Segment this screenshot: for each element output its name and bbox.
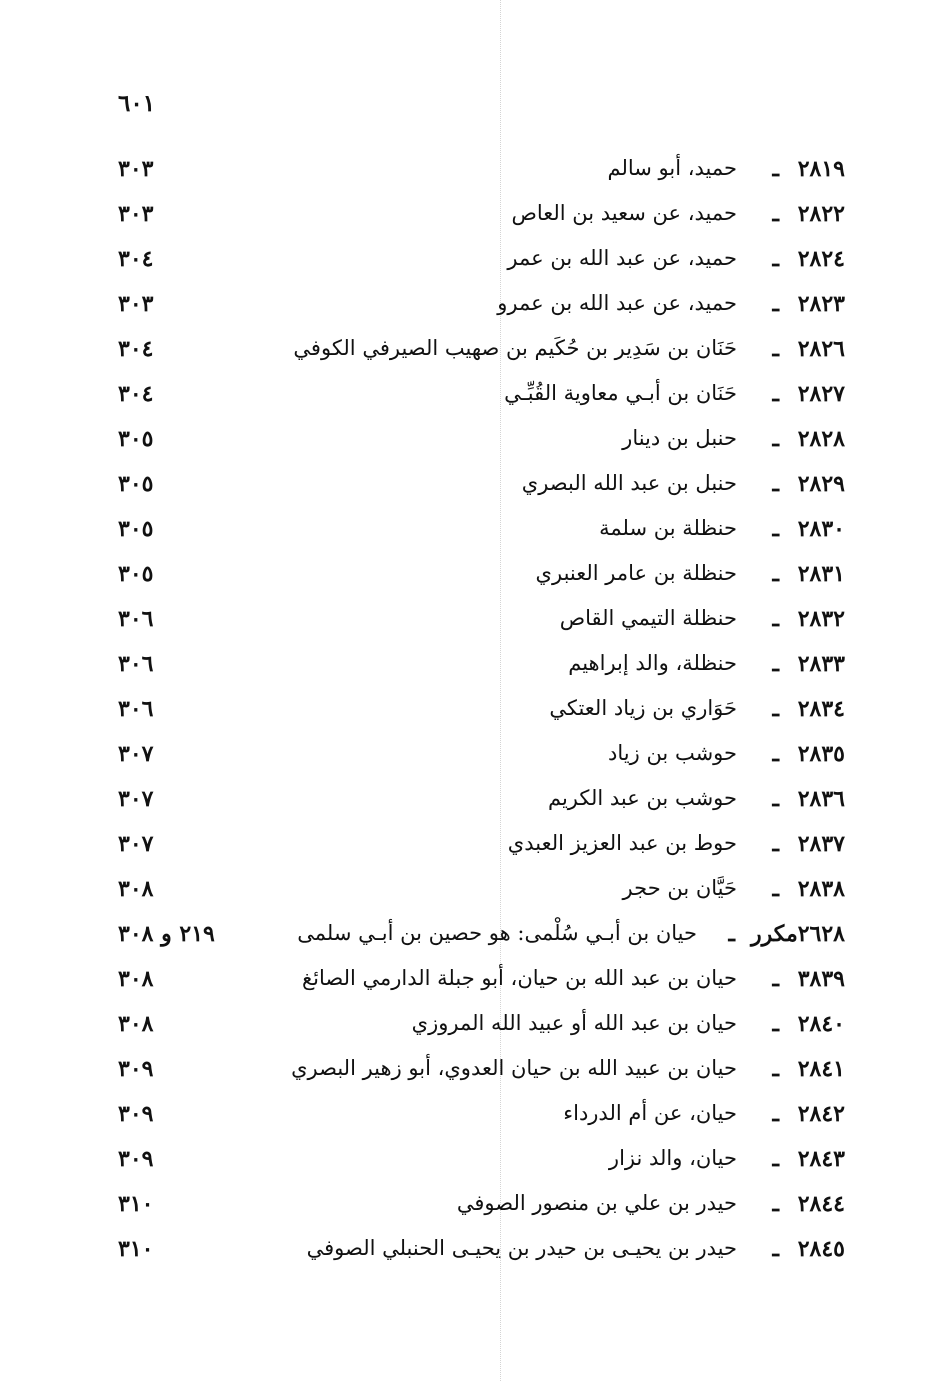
entry-page-ref: ٣٠٤ <box>118 336 154 362</box>
entry-dash: ـ <box>772 471 779 497</box>
entry-number: ٢٨٢٦ <box>797 336 845 362</box>
entry-dash: ـ <box>772 606 779 632</box>
entry-dash: ـ <box>772 426 779 452</box>
entry-number: ٢٨٣٠ <box>797 516 845 542</box>
entry-dash: ـ <box>772 1101 779 1127</box>
entry-number: ٢٨٢٤ <box>797 246 845 272</box>
entry-number: ٢٨٢٣ <box>797 291 845 317</box>
entry-dash: ـ <box>772 831 779 857</box>
entry-number: ٢٨٣١ <box>797 561 845 587</box>
entry-page-ref: ٣٠٨ <box>118 876 154 902</box>
entry-page-ref: ٣٠٣ <box>118 291 154 317</box>
entry-dash: ـ <box>772 696 779 722</box>
index-entry <box>100 201 845 237</box>
entry-name: حوط بن عبد العزيز العبدي <box>507 831 737 855</box>
entry-number: ٣٨٣٩ <box>797 966 845 992</box>
entry-name: حَنَان بن أبـي معاوية القُبِّـي <box>504 381 737 405</box>
index-entry <box>100 426 845 462</box>
index-entry <box>100 606 845 642</box>
entry-page-ref: ٣٠٩ <box>118 1146 154 1172</box>
index-entry <box>100 516 845 552</box>
entry-dash: ـ <box>772 1146 779 1172</box>
entry-number: ٢٦٢٨مكرر <box>751 921 845 947</box>
entry-name: حنظلة التيمي القاص <box>559 606 737 630</box>
entry-page-ref: ٣٠٦ <box>118 696 154 722</box>
entry-page-ref: ٣٠٥ <box>118 426 154 452</box>
entry-page-ref: ٢١٩ و ٣٠٨ <box>118 921 215 947</box>
entry-dash: ـ <box>772 966 779 992</box>
index-entry-repeated <box>100 921 845 957</box>
entry-page-ref: ٣٠٦ <box>118 606 154 632</box>
entry-name: حيان بن أبـي سُلْمى: هو حصين بن أبـي سلمى <box>297 921 697 945</box>
index-entry <box>100 651 845 687</box>
index-entry <box>100 336 845 372</box>
index-entry <box>100 786 845 822</box>
entry-number: ٢٨٢٨ <box>797 426 845 452</box>
entry-number: ٢٨٣٣ <box>797 651 845 677</box>
entry-name: حَنَان بن سَدِير بن حُكَيم بن صهيب الصيرفي الكوفي <box>293 336 737 360</box>
entry-number: ٢٨٤٥ <box>797 1236 845 1262</box>
entry-page-ref: ٣٠٩ <box>118 1101 154 1127</box>
entry-dash: ـ <box>772 1191 779 1217</box>
index-entry <box>100 696 845 732</box>
entry-name: حيان بن عبد الله بن حيان، أبو جبلة الدارمي الصائغ <box>301 966 737 990</box>
entry-number: ٢٨٢٩ <box>797 471 845 497</box>
entry-page-ref: ٣٠٧ <box>118 741 154 767</box>
entry-dash: ـ <box>772 1056 779 1082</box>
entry-name: حنظلة، والد إبراهيم <box>568 651 737 675</box>
index-entry <box>100 1236 845 1272</box>
entry-name: حميد، عن سعيد بن العاص <box>511 201 737 225</box>
entry-name: حنبل بن عبد الله البصري <box>521 471 737 495</box>
entry-dash: ـ <box>772 1011 779 1037</box>
entry-page-ref: ٣٠٤ <box>118 381 154 407</box>
entry-name: حميد، عن عبد الله بن عمرو <box>497 291 737 315</box>
page-number: ٦٠١ <box>118 90 156 117</box>
index-entry <box>100 246 845 282</box>
index-entry <box>100 471 845 507</box>
entry-dash: ـ <box>772 786 779 812</box>
entry-number: ٢٨٣٦ <box>797 786 845 812</box>
index-entry <box>100 291 845 327</box>
entry-number: ٢٨٤٠ <box>797 1011 845 1037</box>
entry-page-ref: ٣٠٧ <box>118 786 154 812</box>
index-entry <box>100 741 845 777</box>
entry-page-ref: ٣٠٥ <box>118 561 154 587</box>
entry-page-ref: ٣٠٧ <box>118 831 154 857</box>
entry-dash: ـ <box>772 201 779 227</box>
index-entry <box>100 876 845 912</box>
index-entry <box>100 1101 845 1137</box>
entry-name: حيان، عن أم الدرداء <box>563 1101 737 1125</box>
entry-number: ٢٨٢٢ <box>797 201 845 227</box>
entry-dash: ـ <box>728 921 735 947</box>
entry-page-ref: ٣١٠ <box>118 1191 154 1217</box>
index-entry <box>100 156 845 192</box>
entry-page-ref: ٣٠٣ <box>118 201 154 227</box>
entry-page-ref: ٣٠٨ <box>118 1011 154 1037</box>
entry-name: حيان بن عبيد الله بن حيان العدوي، أبو زهير البصري <box>291 1056 737 1080</box>
entry-name: حوشب بن زياد <box>608 741 737 765</box>
index-entry <box>100 831 845 867</box>
entry-name: حميد، عن عبد الله بن عمر <box>507 246 737 270</box>
entry-dash: ـ <box>772 381 779 407</box>
index-entry <box>100 381 845 417</box>
entry-number: ٢٨٣٥ <box>797 741 845 767</box>
entry-page-ref: ٣٠٥ <box>118 516 154 542</box>
index-entry <box>100 1011 845 1047</box>
entry-page-ref: ٣٠٤ <box>118 246 154 272</box>
entry-number: ٢٨٢٧ <box>797 381 845 407</box>
index-entry <box>100 1191 845 1227</box>
entry-dash: ـ <box>772 156 779 182</box>
entry-dash: ـ <box>772 741 779 767</box>
entry-dash: ـ <box>772 651 779 677</box>
entry-page-ref: ٣٠٦ <box>118 651 154 677</box>
entry-number: ٢٨٣٢ <box>797 606 845 632</box>
entry-page-ref: ٣١٠ <box>118 1236 154 1262</box>
entry-number: ٢٨٣٤ <box>797 696 845 722</box>
entry-name: حيان بن عبد الله أو عبيد الله المروزي <box>411 1011 737 1035</box>
entry-name: حنظلة بن عامر العنبري <box>535 561 737 585</box>
entry-dash: ـ <box>772 1236 779 1262</box>
entry-number: ٢٨١٩ <box>797 156 845 182</box>
entry-number: ٢٨٣٨ <box>797 876 845 902</box>
entry-name: حميد، أبو سالم <box>607 156 737 180</box>
entry-name: حنظلة بن سلمة <box>599 516 737 540</box>
entry-page-ref: ٣٠٣ <box>118 156 154 182</box>
entry-number: ٢٨٤٢ <box>797 1101 845 1127</box>
entry-page-ref: ٣٠٨ <box>118 966 154 992</box>
entry-name: حَيَّان بن حجر <box>622 876 737 900</box>
entry-dash: ـ <box>772 336 779 362</box>
entry-dash: ـ <box>772 291 779 317</box>
entry-name: حنبل بن دينار <box>622 426 737 450</box>
entry-name: حوشب بن عبد الكريم <box>547 786 737 810</box>
entry-name: حيان، والد نزار <box>608 1146 737 1170</box>
entry-dash: ـ <box>772 516 779 542</box>
entry-number: ٢٨٤٤ <box>797 1191 845 1217</box>
entry-number: ٢٨٤٣ <box>797 1146 845 1172</box>
entry-dash: ـ <box>772 246 779 272</box>
entry-number: ٢٨٤١ <box>797 1056 845 1082</box>
entry-name: حيدر بن علي بن منصور الصوفي <box>456 1191 737 1215</box>
entry-page-ref: ٣٠٥ <box>118 471 154 497</box>
index-entry <box>100 966 845 1002</box>
entry-name: حَوَاري بن زياد العتكي <box>549 696 737 720</box>
entry-number: ٢٨٣٧ <box>797 831 845 857</box>
index-entry <box>100 1056 845 1092</box>
entry-name: حيدر بن يحيـى بن حيدر بن يحيـى الحنبلي الصوفي <box>306 1236 737 1260</box>
entry-page-ref: ٣٠٩ <box>118 1056 154 1082</box>
entry-dash: ـ <box>772 876 779 902</box>
entry-dash: ـ <box>772 561 779 587</box>
index-entry <box>100 1146 845 1182</box>
index-entry <box>100 561 845 597</box>
